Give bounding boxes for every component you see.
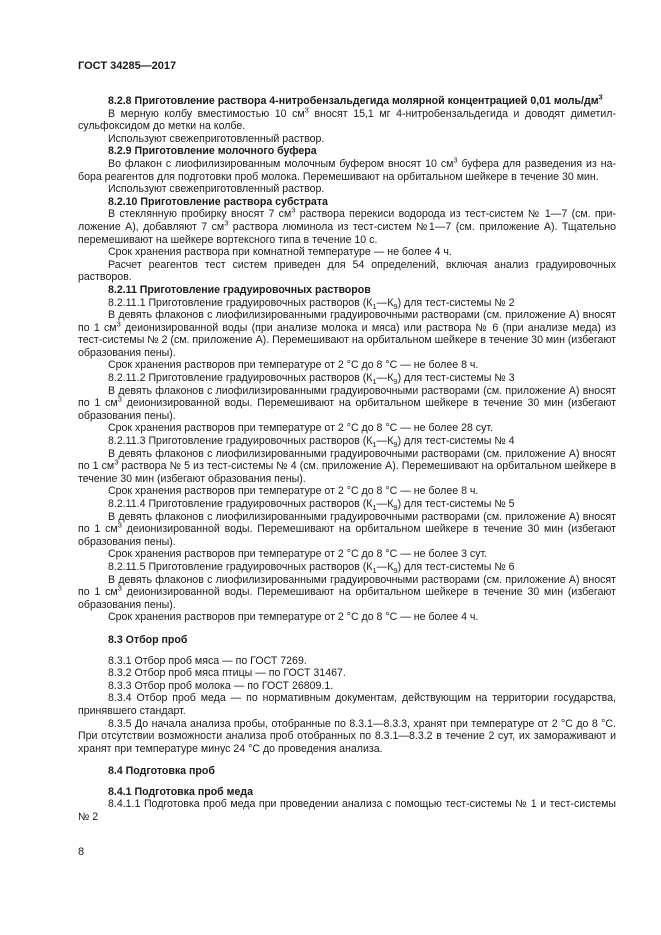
document-body — [78, 92, 617, 824]
paragraph: Срок хранения растворов при температуре от 2 °С до 8 °С — не более 28 сут. — [108, 422, 494, 435]
paragraph: В стеклянную пробирку вносят 7 $см^3$ раствора перекиси водорода из тест-систем № 1—7 (см. приложение А), добавляют 7 $см^3$ раствора люминола из тест-систем №1—7 (см. приложение А). Тщательно перемешивают на шейкере вортексного типа в течение 10 с. — [78, 205, 617, 246]
paragraph: 8.3.5 До начала анализа пробы, отобранные по 8.3.1—8.3.3, хранят при температуре от 2 °С до 8 °С. При отсутствии возможности анализа проб отобранных по 8.3.1—8.3.2 в течение 2 сут, их замораживают и хранят при температуре минус 24 °С до проведения анализа. — [78, 717, 616, 755]
paragraph: Используют свежеприготовленный раствор. — [108, 183, 325, 196]
paragraph: Срок хранения растворов при температуре от 2 °С до 8 °С — не более 3 сут. — [108, 548, 488, 561]
section-heading: 8.4 Подготовка проб — [108, 765, 215, 778]
page-number: 8 — [78, 846, 85, 858]
paragraph: 8.2.11.2 Приготовление градуировочных растворов $(К_1—К_9)$ для тест-системы № 3 — [108, 372, 515, 387]
paragraph: 8.3.3 Отбор проб молока — по ГОСТ 26809.1. — [108, 679, 334, 692]
paragraph: В девять флаконов с лиофилизированными градуировочными растворами (см. приложение А) вносят по 1 $см^3$ деионизированной воды. Перемешивают на орбитальном шейкере в течение 30 мин (избегают образования пены). — [78, 510, 616, 548]
paragraph: 8.4.1.1 Подготовка проб меда при проведении анализа с помощью тест-системы № 1 и тест-системы № 2 — [78, 798, 616, 824]
section-heading: 8.2.10 Приготовление раствора субстрата — [108, 195, 328, 208]
paragraph: 8.2.11.3 Приготовление градуировочных растворов $(К_1—К_9)$ для тест-системы № 4 — [108, 435, 515, 450]
paragraph: В девять флаконов с лиофилизированными градуировочными растворами (см. приложение А) вносят по 1 $см^3$ деионизированной воды. Перемешивают на орбитальном шейкере в течение 30 мин (избегают образования пены). — [78, 384, 616, 422]
document-header: ГОСТ 34285—2017 — [78, 60, 177, 72]
paragraph: Срок хранения раствора при комнатной температуре — не более 4 ч. — [108, 246, 452, 259]
paragraph: 8.3.1 Отбор проб мяса — по ГОСТ 7269. — [108, 654, 307, 667]
paragraph: Срок хранения растворов при температуре от 2 °С до 8 °С — не более 8 ч. — [108, 485, 479, 498]
paragraph: 8.2.11.1 Приготовление градуировочных растворов $(К_1—К_9)$ для тест-системы № 2 — [108, 296, 515, 311]
paragraph: 8.2.11.4 Приготовление градуировочных растворов $(К_1—К_9)$ для тест-системы № 5 — [108, 498, 515, 513]
spacer — [78, 647, 616, 655]
paragraph: Срок хранения растворов при температуре от 2 °С до 8 °С — не более 4 ч. — [108, 611, 479, 624]
section-heading: 8.3 Отбор проб — [108, 633, 188, 646]
paragraph: 8.3.4 Отбор проб меда — по нормативным документам, действующим на территории государства, принявшего стандарт. — [78, 692, 616, 717]
spacer — [78, 755, 616, 765]
paragraph: В девять флаконов с лиофилизированными градуировочными растворами (см. приложение А) вносят по 1 $см^3$ деионизированной воды (при анализе молока и мяса) или раствора № 6 (при анализе меда) из тест-системы № 2 (см. приложение А). Перемешивают на орбитальном шейкере в течение 30 мин (избегают образования пены). — [78, 309, 617, 359]
section-heading: 8.2.9 Приготовление молочного буфера — [108, 145, 317, 158]
paragraph: Срок хранения растворов при температуре от 2 °С до 8 °С — не более 8 ч. — [108, 359, 479, 372]
section-heading: 8.2.11 Приготовление градуировочных растворов — [108, 283, 371, 296]
paragraph: 8.3.2 Отбор проб мяса птицы — по ГОСТ 31467. — [108, 667, 346, 680]
paragraph: В мерную колбу вместимостью 10 $см^3$ вносят 15,1 мг 4-нитробензальдегида и доводят диметилсульфоксидом до метки на колбе. — [78, 105, 616, 133]
spacer — [78, 624, 616, 634]
spacer — [78, 778, 616, 786]
paragraph: Во флакон с лиофилизированным молочным буфером вносят 10 $см^3$ буфера для разведения из набора реагентов для подготовки проб молока. Перемешивают на орбитальном шейкере в течение 30 мин. — [78, 155, 616, 183]
paragraph: Расчет реагентов тест систем приведен для 54 определений, включая анализ градуировочных растворов. — [78, 258, 616, 284]
section-heading: 8.2.8 Приготовление раствора 4-нитробензальдегида молярной концентрацией 0,01 моль/$дм^3$ — [108, 92, 603, 107]
paragraph: 8.2.11.5 Приготовление градуировочных растворов $(К_1—К_9)$ для тест-системы № 6 — [108, 560, 515, 576]
paragraph: В девять флаконов с лиофилизированными градуировочными растворами (см. приложение А) вносят по 1 $см^3$ деионизированной воды. Перемешивают на орбитальном шейкере в течение 30 мин (избегают образования пены). — [78, 573, 616, 611]
paragraph: В девять флаконов с лиофилизированными градуировочными растворами (см. приложение А) вносят по 1 $см^3$ раствора № 5 из тест-системы № 4 (см. приложение А). Перемешивают на орбитальном шейкере в течение 30 мин (избегают образования пены). — [78, 447, 616, 485]
paragraph: Используют свежеприготовленный раствор. — [108, 132, 325, 145]
section-heading: 8.4.1 Подготовка проб меда — [108, 785, 253, 798]
